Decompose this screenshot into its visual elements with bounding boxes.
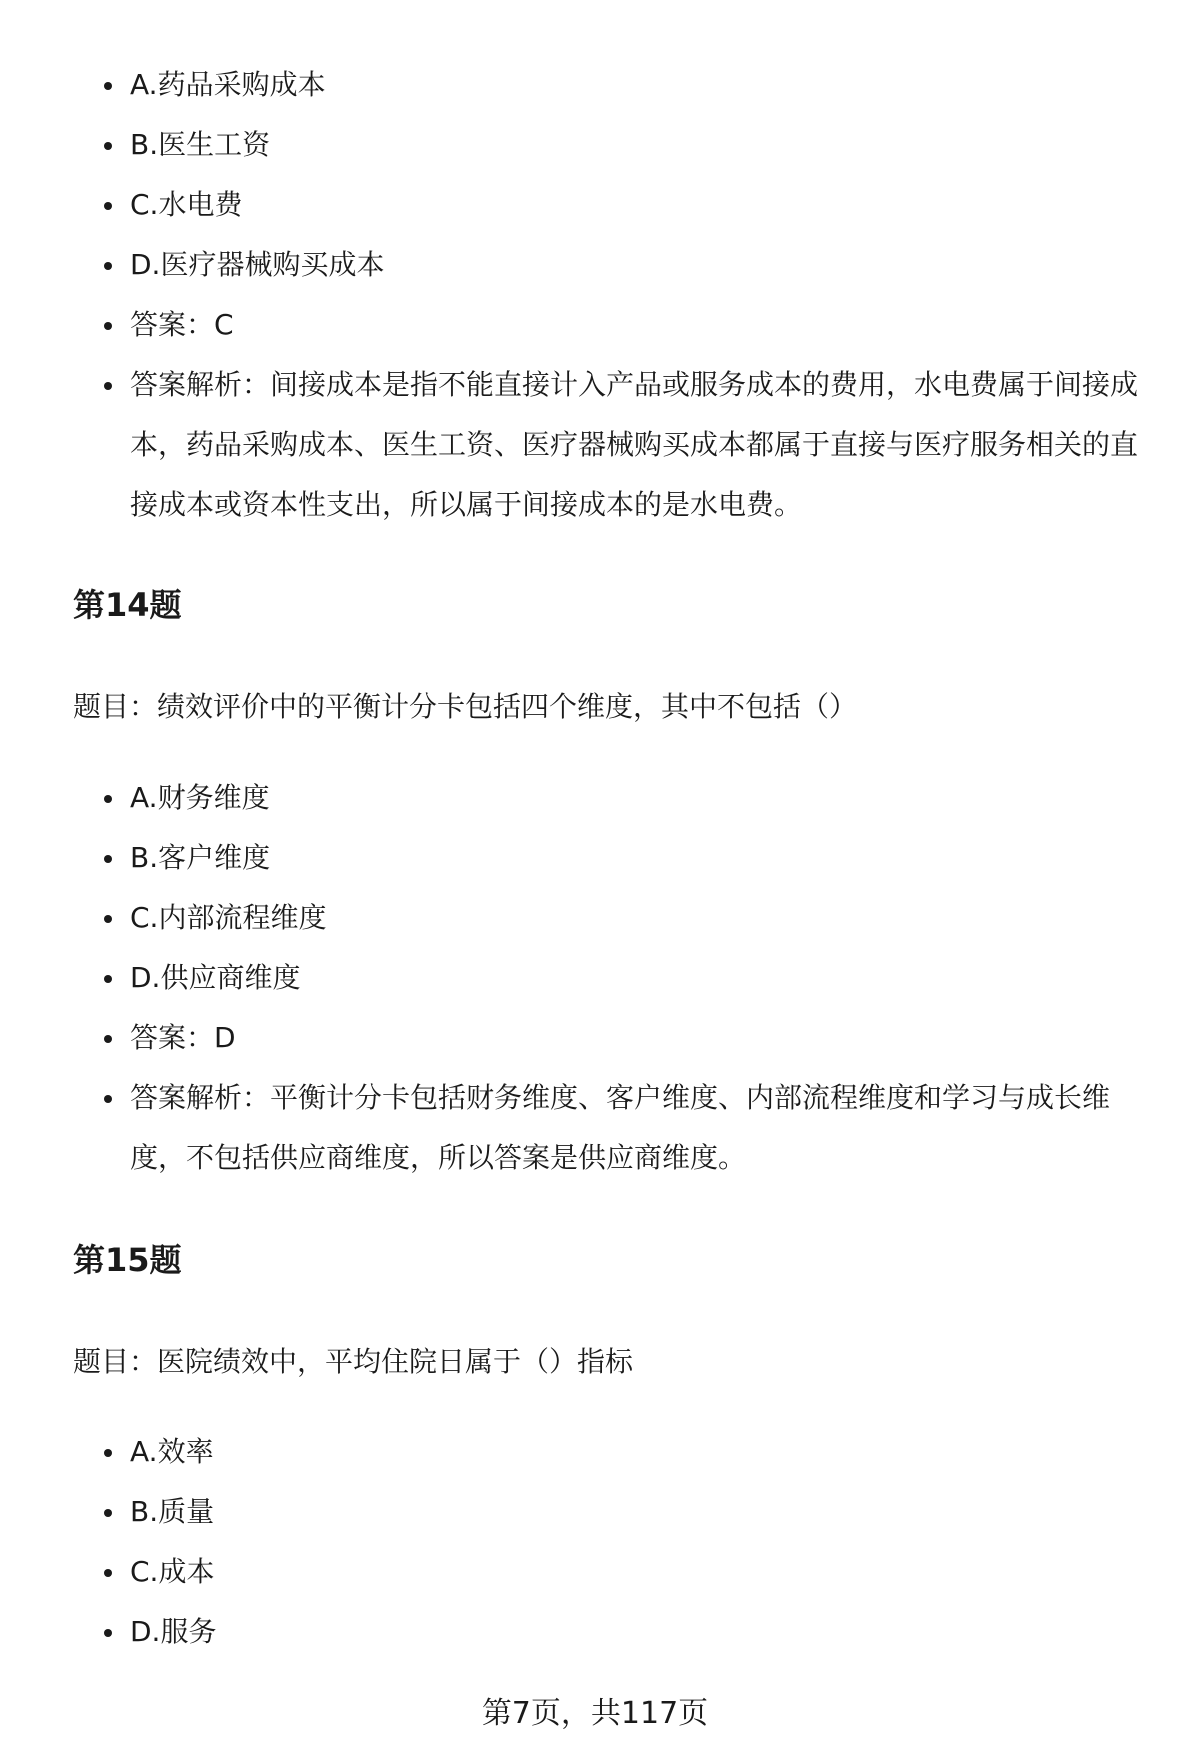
q15-question: 题目：医院绩效中，平均住院日属于（）指标 (73, 1345, 634, 1378)
q14-option-c: C.内部流程维度 (73, 888, 1160, 948)
q14-answer: 答案：D (73, 1008, 1160, 1068)
q13-answer: 答案：C (73, 295, 1160, 355)
q14-question: 题目：绩效评价中的平衡计分卡包括四个维度，其中不包括（） (73, 690, 858, 723)
q14-option-d: D.供应商维度 (73, 948, 1160, 1008)
q15-option-b: B.质量 (73, 1482, 1160, 1542)
q13-option-d: D.医疗器械购买成本 (73, 235, 1160, 295)
q15-option-c: C.成本 (73, 1542, 1160, 1602)
q13-option-a: A.药品采购成本 (73, 55, 1160, 115)
q14-option-b: B.客户维度 (73, 828, 1160, 888)
q13-option-b: B.医生工资 (73, 115, 1160, 175)
q14-analysis: 答案解析：平衡计分卡包括财务维度、客户维度、内部流程维度和学习与成长维度，不包括供应商维度，所以答案是供应商维度。 (73, 1068, 1160, 1188)
q14-option-a: A.财务维度 (73, 768, 1160, 828)
q13-analysis: 答案解析：间接成本是指不能直接计入产品或服务成本的费用，水电费属于间接成本，药品采购成本、医生工资、医疗器械购买成本都属于直接与医疗服务相关的直接成本或资本性支出，所以属于间接成本的是水电费。 (73, 355, 1160, 535)
q13-option-list (0, 55, 1160, 535)
page-number: 第7页，共117页 (481, 1696, 709, 1731)
q15-option-list (0, 1422, 1160, 1662)
q15-option-d: D.服务 (73, 1602, 1160, 1662)
q14-heading: 第14题 (73, 586, 182, 624)
q15-heading: 第15题 (73, 1241, 182, 1279)
q15-option-a: A.效率 (73, 1422, 1160, 1482)
q14-option-list (0, 768, 1160, 1188)
q13-option-c: C.水电费 (73, 175, 1160, 235)
